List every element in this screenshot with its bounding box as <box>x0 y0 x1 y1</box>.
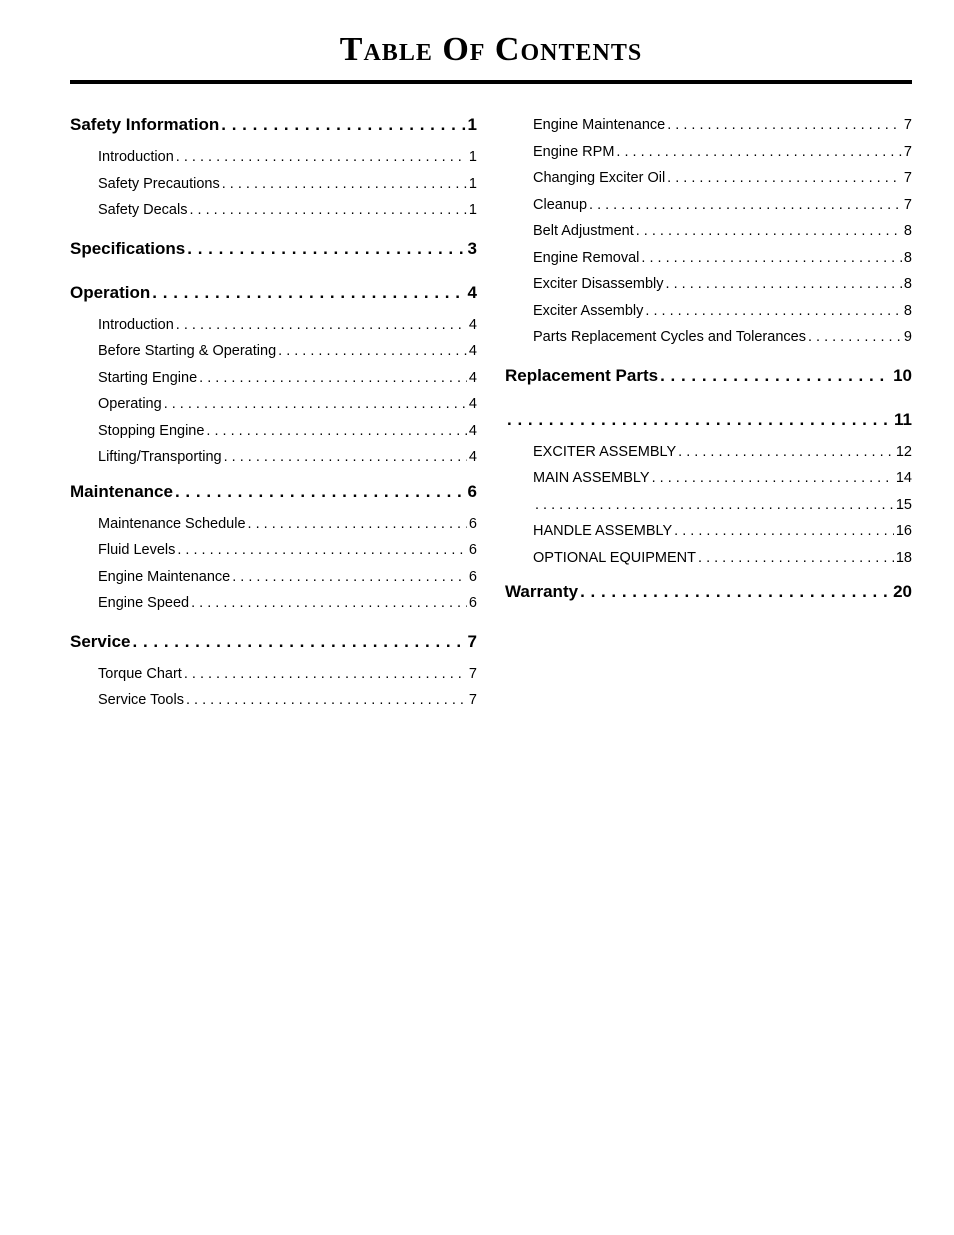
toc-item[interactable] <box>505 165 912 192</box>
item-label: Stopping Engine <box>98 422 205 439</box>
spacer <box>70 268 477 280</box>
toc-section-untitled[interactable] <box>505 407 912 432</box>
dot-leader <box>176 312 467 339</box>
section-page: 11 <box>894 409 912 429</box>
dot-leader <box>176 144 467 171</box>
item-page: 8 <box>903 249 912 266</box>
item-label: Belt Adjustment <box>533 223 634 239</box>
item-label: Engine RPM <box>533 143 615 160</box>
dot-leader <box>232 564 467 591</box>
item-page: 4 <box>468 369 477 386</box>
section-title: Warranty <box>505 582 579 601</box>
toc-item[interactable] <box>70 444 477 471</box>
toc-item[interactable] <box>505 439 912 466</box>
section-title: Maintenance <box>70 481 173 501</box>
dot-leader <box>184 661 467 688</box>
item-page: 6 <box>468 568 477 585</box>
dot-leader <box>152 280 465 305</box>
item-label: Parts Replacement Cycles and Tolerances <box>533 329 806 345</box>
item-label: Safety Precautions <box>98 175 220 192</box>
section-page: 3 <box>467 238 477 258</box>
item-label: MAIN ASSEMBLY <box>533 470 650 486</box>
spacer <box>70 471 477 479</box>
dot-leader <box>278 338 467 365</box>
dot-leader <box>580 579 891 604</box>
dot-leader <box>636 218 902 245</box>
dot-leader <box>589 192 902 219</box>
section-title: Safety Information <box>70 115 220 134</box>
item-label: Engine Speed <box>98 595 190 611</box>
item-label: Starting Engine <box>98 369 198 386</box>
item-label: Engine Maintenance <box>533 117 666 133</box>
item-label: OPTIONAL EQUIPMENT <box>533 549 697 566</box>
dot-leader <box>652 465 894 492</box>
toc-item[interactable] <box>70 564 477 591</box>
item-label: Safety Decals <box>98 202 188 218</box>
dot-leader <box>678 439 894 466</box>
spacer <box>505 395 912 407</box>
dot-leader <box>175 479 466 504</box>
toc-section-operation[interactable] <box>70 280 477 305</box>
dot-leader <box>222 171 467 198</box>
toc-item[interactable] <box>70 687 477 714</box>
item-page: 7 <box>903 117 912 133</box>
item-page: 4 <box>468 422 477 439</box>
item-page: 6 <box>468 595 477 611</box>
toc-item[interactable] <box>505 218 912 245</box>
section-title: Service <box>70 631 131 651</box>
toc-item[interactable] <box>505 139 912 166</box>
dot-leader <box>186 687 467 714</box>
toc-section-safety-information[interactable] <box>70 112 477 137</box>
item-page: 1 <box>468 149 477 165</box>
item-page: 4 <box>468 316 477 333</box>
toc-right-column <box>505 112 912 611</box>
toc-item[interactable] <box>70 537 477 564</box>
toc-item[interactable] <box>70 391 477 418</box>
item-page: 7 <box>468 692 477 708</box>
dot-leader <box>189 197 466 224</box>
toc-left-column <box>70 112 477 714</box>
dot-leader <box>616 139 902 166</box>
section-title: Operation <box>70 282 151 302</box>
dot-leader <box>507 407 892 432</box>
toc-section-replacement-parts[interactable] <box>505 363 912 388</box>
toc-item[interactable] <box>70 338 477 365</box>
spacer <box>70 617 477 629</box>
item-page: 4 <box>468 396 477 412</box>
item-page: 14 <box>895 470 912 486</box>
dot-leader <box>666 271 902 298</box>
toc-item[interactable] <box>505 545 912 572</box>
spacer <box>70 224 477 236</box>
section-page: 7 <box>467 631 477 651</box>
dot-leader <box>641 245 902 272</box>
item-label: Maintenance Schedule <box>98 515 246 532</box>
section-title: Replacement Parts <box>505 365 659 385</box>
item-page: 15 <box>895 496 912 513</box>
section-page: 20 <box>893 582 912 601</box>
dot-leader <box>667 165 902 192</box>
section-page: 10 <box>893 365 912 385</box>
item-label: Engine Maintenance <box>98 568 231 585</box>
dot-leader <box>808 324 902 351</box>
page-title: Table Of Contents <box>339 31 643 68</box>
spacer <box>505 571 912 579</box>
toc-item[interactable] <box>505 324 912 351</box>
item-page: 9 <box>903 329 912 345</box>
dot-leader <box>191 590 467 617</box>
item-page: 18 <box>895 549 912 566</box>
item-page: 7 <box>903 170 912 186</box>
item-page: 1 <box>468 175 477 192</box>
dot-leader <box>133 629 466 654</box>
item-page: 4 <box>468 343 477 359</box>
item-page: 8 <box>903 223 912 239</box>
item-page: 7 <box>903 143 912 160</box>
toc-item[interactable] <box>70 171 477 198</box>
toc-item[interactable] <box>70 418 477 445</box>
toc-item[interactable] <box>505 465 912 492</box>
item-label: HANDLE ASSEMBLY <box>533 523 673 539</box>
section-page: 6 <box>467 481 477 501</box>
item-label: Exciter Assembly <box>533 302 644 319</box>
item-page: 8 <box>903 302 912 319</box>
toc-item[interactable] <box>505 492 912 519</box>
spacer <box>505 351 912 363</box>
toc-item[interactable] <box>70 144 477 171</box>
toc-item[interactable] <box>505 112 912 139</box>
toc-item[interactable] <box>505 245 912 272</box>
toc-item[interactable] <box>505 298 912 325</box>
dot-leader <box>224 444 467 471</box>
item-page: 1 <box>468 202 477 218</box>
toc-section-service[interactable] <box>70 629 477 654</box>
item-label: Exciter Disassembly <box>533 276 664 292</box>
toc-item[interactable] <box>70 511 477 538</box>
dot-leader <box>698 545 894 572</box>
toc-section-warranty[interactable] <box>505 579 912 604</box>
dot-leader <box>199 365 467 392</box>
item-label: Torque Chart <box>98 665 182 682</box>
dot-leader <box>187 236 465 261</box>
dot-leader <box>177 537 467 564</box>
toc-item[interactable] <box>505 192 912 219</box>
section-page: 4 <box>467 282 477 302</box>
item-label: Operating <box>98 396 162 412</box>
toc-item[interactable] <box>70 661 477 688</box>
item-label: Service Tools <box>98 692 184 708</box>
toc-item[interactable] <box>70 590 477 617</box>
dot-leader <box>221 112 465 137</box>
item-label: Lifting/Transporting <box>98 449 222 465</box>
item-label: Introduction <box>98 149 174 165</box>
item-label: Engine Removal <box>533 249 640 266</box>
section-page: 1 <box>467 115 477 134</box>
item-page: 8 <box>903 276 912 292</box>
toc-item[interactable] <box>70 197 477 224</box>
dot-leader <box>660 363 891 388</box>
item-label: Fluid Levels <box>98 542 176 558</box>
dot-leader <box>674 518 894 545</box>
item-label: Changing Exciter Oil <box>533 170 666 186</box>
item-label: Cleanup <box>533 196 588 213</box>
item-label: Before Starting & Operating <box>98 343 277 359</box>
dot-leader <box>645 298 902 325</box>
item-page: 7 <box>468 665 477 682</box>
toc-item[interactable] <box>505 518 912 545</box>
toc-item[interactable] <box>505 271 912 298</box>
item-page: 6 <box>468 515 477 532</box>
item-page: 12 <box>895 443 912 460</box>
section-title: Specifications <box>70 238 186 258</box>
toc-item[interactable] <box>70 312 477 339</box>
item-page: 7 <box>903 196 912 213</box>
item-page: 16 <box>895 523 912 539</box>
item-page: 6 <box>468 542 477 558</box>
toc-section-maintenance[interactable] <box>70 479 477 504</box>
toc-item[interactable] <box>70 365 477 392</box>
dot-leader <box>535 492 894 519</box>
dot-leader <box>206 418 467 445</box>
item-page: 4 <box>468 449 477 465</box>
item-label: EXCITER ASSEMBLY <box>533 443 677 460</box>
dot-leader <box>667 112 902 139</box>
title-rule <box>70 80 912 84</box>
item-label: Introduction <box>98 316 174 333</box>
dot-leader <box>164 391 467 418</box>
toc-section-specifications[interactable] <box>70 236 477 261</box>
dot-leader <box>248 511 467 538</box>
